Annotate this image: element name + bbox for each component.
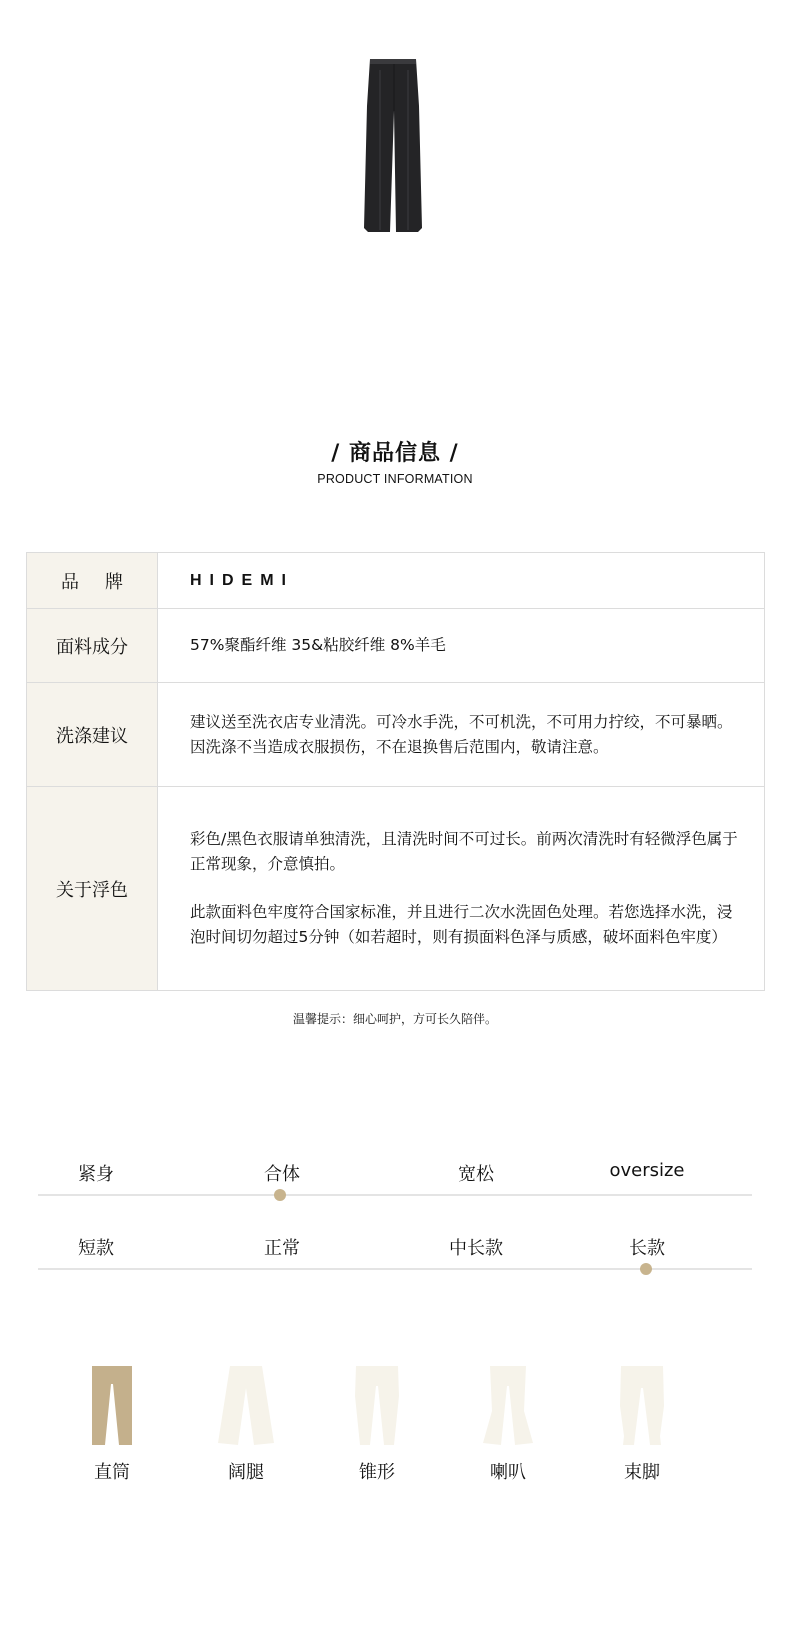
tapered-leg-icon (347, 1366, 407, 1446)
fade-label: 关于浮色 (27, 787, 158, 991)
table-row-fabric (27, 609, 765, 683)
jogger-leg-icon (612, 1366, 672, 1446)
length-option-long: 长款 (629, 1238, 665, 1259)
fade-paragraph-1: 彩色/黑色衣服请单独清洗，且清洗时间不可过长。前两次清洗时有轻微浮色属于正常现象，介意慎拍。 (190, 830, 738, 873)
black-trousers-icon (360, 56, 430, 244)
fit-scale-line (38, 1194, 752, 1196)
length-option-midlong: 中长款 (449, 1238, 503, 1259)
style-label-flare: 喇叭 (490, 1462, 526, 1483)
fit-option-tight: 紧身 (78, 1164, 114, 1185)
length-option-short: 短款 (78, 1238, 114, 1259)
length-option-normal: 正常 (264, 1238, 300, 1259)
fade-paragraph-2: 此款面料色牢度符合国家标准，并且进行二次水洗固色处理。若您选择水洗，浸泡时间切勿超过5分钟（如若超时，则有损面料色泽与质感，破坏面料色牢度） (190, 903, 733, 946)
straight-leg-icon (82, 1366, 142, 1446)
table-row-brand (27, 553, 765, 609)
brand-value-cell (158, 553, 765, 609)
wide-leg-icon (216, 1366, 276, 1446)
fabric-label: 面料成分 (27, 609, 158, 683)
section-title: / 商品信息 / (331, 441, 459, 466)
style-jogger (597, 1366, 687, 1484)
style-label-straight: 直筒 (94, 1462, 130, 1483)
table-row-wash (27, 683, 765, 787)
brand-label: 品牌 (61, 571, 149, 593)
wash-label: 洗涤建议 (27, 683, 158, 787)
brand-label-cell (27, 553, 158, 609)
length-selected-dot (640, 1263, 652, 1275)
fabric-value: 57%聚酯纤维 35&粘胶纤维 8%羊毛 (158, 609, 765, 683)
fit-option-oversize: oversize (609, 1160, 685, 1181)
style-flare (463, 1366, 553, 1484)
style-label-jogger: 束脚 (624, 1462, 660, 1483)
care-tip: 温馨提示：细心呵护，方可长久陪伴。 (292, 1012, 497, 1026)
section-subtitle: PRODUCT INFORMATION (317, 472, 473, 486)
style-label-wide: 阔腿 (228, 1462, 264, 1483)
table-row-fade (27, 787, 765, 991)
style-label-tapered: 锥形 (359, 1462, 395, 1483)
fit-selected-dot (274, 1189, 286, 1201)
fit-option-regular: 合体 (264, 1164, 300, 1185)
style-straight (67, 1366, 157, 1484)
product-image (360, 56, 430, 244)
brand-value: HIDEMI (190, 572, 294, 589)
style-tapered (332, 1366, 422, 1484)
flare-leg-icon (478, 1366, 538, 1446)
fade-value-cell (158, 787, 765, 991)
style-wide (201, 1366, 291, 1484)
product-info-table (26, 552, 765, 991)
wash-value: 建议送至洗衣店专业清洗。可冷水手洗，不可机洗，不可用力拧绞，不可暴晒。因洗涤不当造成衣服损伤，不在退换售后范围内，敬请注意。 (158, 683, 765, 787)
fit-option-loose: 宽松 (458, 1164, 494, 1185)
